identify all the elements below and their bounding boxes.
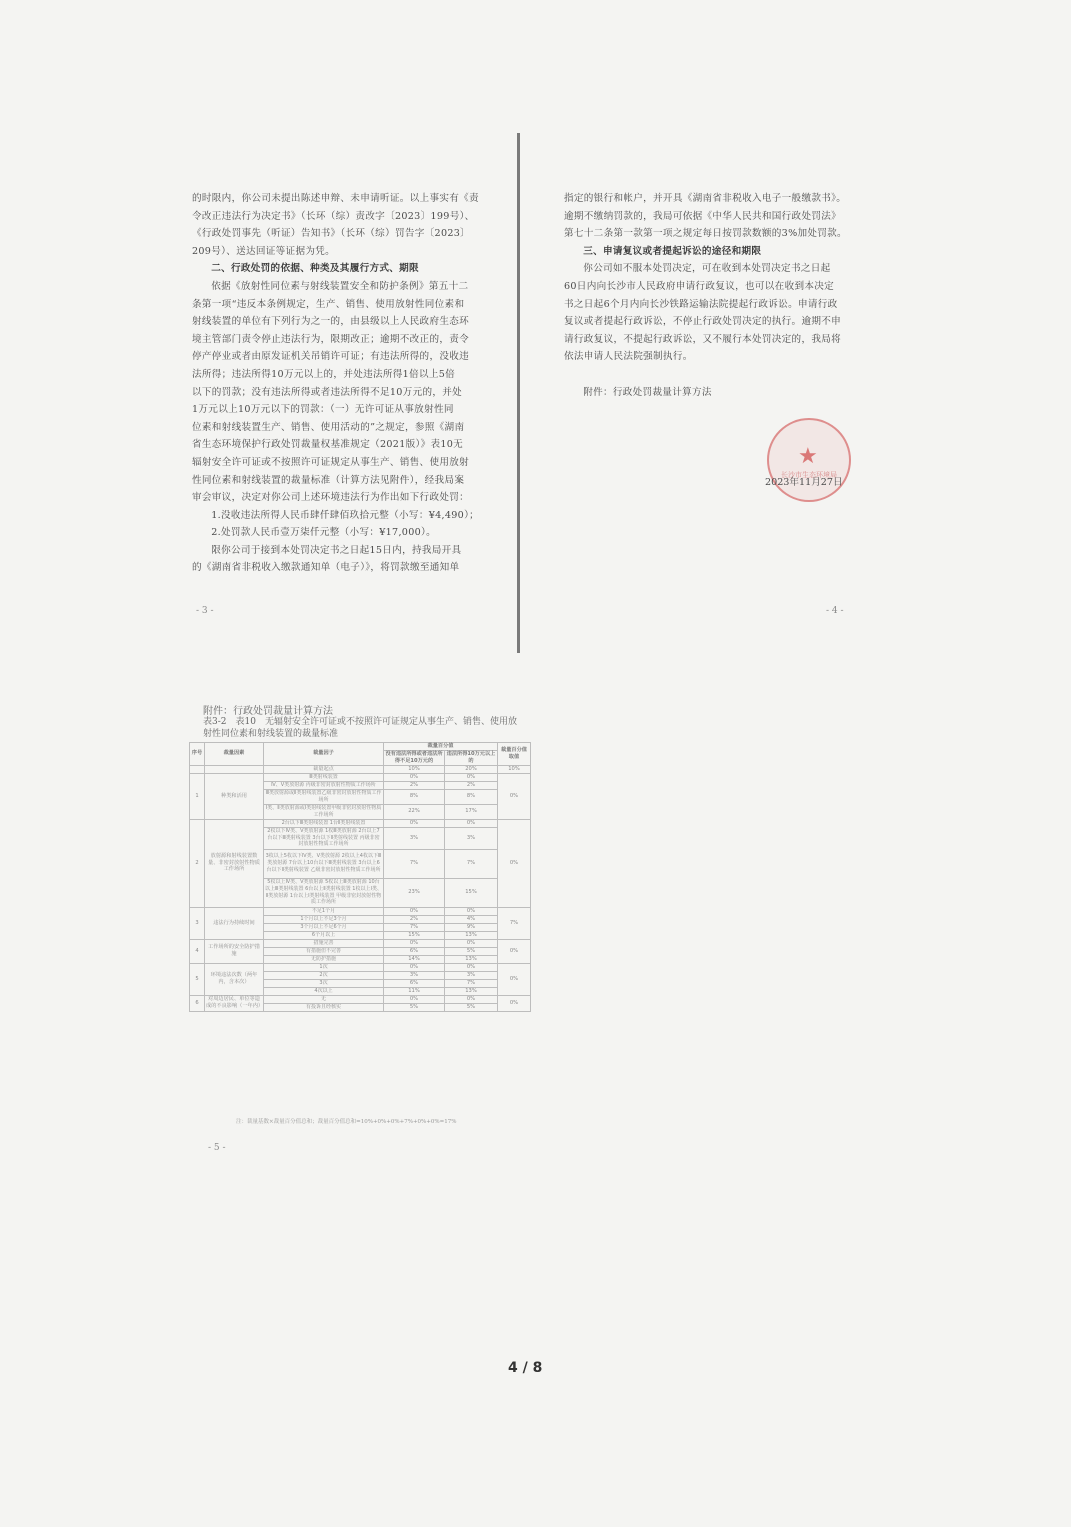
group-name: 对周边居民、单位等造成的不良影响（一年内）: [206, 996, 264, 1010]
factor-cell: 3次: [264, 979, 384, 987]
official-seal: [767, 418, 851, 502]
factor-cell: 有投诉且经核实: [264, 1003, 384, 1011]
left-line: 辐射安全许可证或不按照许可证规定从事生产、销售、使用放射: [192, 456, 470, 468]
factor-cell: Ⅰ类、Ⅱ类放射源或Ⅰ类射线装置甲级非密封放射性物质工作场所: [264, 804, 384, 819]
factor-cell: 措施完善: [264, 939, 384, 947]
left-line: 境主管部门责令停止违法行为，限期改正；逾期不改正的，责令: [192, 333, 470, 345]
value-b: 0%: [445, 995, 498, 1003]
page-divider: [517, 133, 520, 653]
group-name: 环境违法次数（两年内，含本次）: [205, 963, 264, 995]
factor-cell: 5枚以上Ⅳ类、Ⅴ类放射源 5枚以上Ⅲ类放射源 10台以上Ⅲ类射线装置 6台以上Ⅱ类射线装置 1枚以上Ⅰ类、Ⅱ类放射源 1台以上Ⅰ类射线装置 甲级非密封放射性物质工作场所: [265, 879, 382, 906]
group-name: 违法行为持续时间: [205, 907, 264, 939]
value-b: 0%: [445, 963, 498, 971]
value-a: 7%: [384, 923, 445, 931]
value-b: 17%: [445, 804, 498, 819]
factor-cell: 有措施但不完善: [264, 947, 384, 955]
table-row: [190, 995, 531, 1003]
header-factor-group: 裁量因素: [205, 743, 264, 766]
left-line: 限你公司于接到本处罚决定书之日起15日内，持我局开具: [211, 544, 462, 556]
value-a: 0%: [384, 773, 445, 781]
table-row: [190, 963, 531, 971]
value-b: 3%: [445, 827, 498, 849]
value-a: 14%: [384, 955, 445, 963]
left-line: 以下的罚款；没有违法所得或者违法所得不足10万元的，并处: [192, 386, 463, 398]
value-a: 2%: [384, 781, 445, 789]
table-row: [190, 773, 531, 781]
value-a: 6%: [384, 979, 445, 987]
header-col-a: 没有违法所得或者违法所得不足10万元的: [385, 751, 443, 764]
left-line: 209号）、送达回证等证据为凭。: [192, 245, 336, 257]
value-a: 2%: [384, 915, 445, 923]
right-page-text: [564, 190, 864, 401]
group-max: 0%: [498, 995, 531, 1011]
left-line: 法所得；违法所得10万元以上的，并处违法所得1倍以上5倍: [192, 368, 456, 380]
value-b: 9%: [445, 923, 498, 931]
factor-cell: 4次以上: [264, 987, 384, 995]
group-max: 0%: [498, 819, 531, 907]
right-line: 三、申请复议或者提起诉讼的途径和期限: [583, 245, 762, 257]
value-a: 3%: [384, 971, 445, 979]
seal-star-icon: ★: [798, 444, 818, 469]
base-label: 裁量起点: [264, 765, 384, 773]
table-row: [190, 819, 531, 827]
factor-cell: 3枚以上5枚以下Ⅳ类、Ⅴ类放射源 2枚以上4枚以下Ⅲ类放射源 7台以上10台以下Ⅲ类射线装置 3台以上6台以下Ⅱ类射线装置 乙级非密封放射性物质工作场所: [264, 849, 384, 878]
value-b: 0%: [445, 907, 498, 915]
group-max: 0%: [498, 963, 531, 995]
group-no: 2: [190, 819, 205, 907]
right-line: 附件：行政处罚裁量计算方法: [583, 386, 712, 398]
base-row: [190, 765, 531, 773]
left-line: 令改正违法行为决定书》（长环（综）责改字〔2023〕199号）、: [192, 210, 475, 222]
group-no: 1: [190, 773, 205, 819]
header-no: 序号: [190, 743, 205, 766]
value-a: 0%: [384, 995, 445, 1003]
base-max: 10%: [498, 765, 531, 773]
group-no: 4: [190, 939, 205, 963]
left-line: 1万元以上10万元以下的罚款：（一）无许可证从事放射性同: [192, 404, 454, 416]
value-a: 23%: [384, 878, 445, 907]
value-b: 3%: [445, 971, 498, 979]
group-name: 工作场所的安全防护措施: [205, 939, 264, 963]
value-b: 8%: [445, 789, 498, 804]
group-max: 0%: [498, 773, 531, 819]
factor-cell: Ⅲ类射线装置: [264, 773, 384, 781]
value-a: 0%: [384, 963, 445, 971]
left-line: 性同位素和射线装置的裁量标准（计算方法见附件），经我局案: [192, 474, 465, 486]
factor-cell: 2次: [264, 971, 384, 979]
header-factor: 裁量因子: [264, 743, 384, 766]
attachment-page-number: - 5 -: [208, 1143, 226, 1153]
factor-cell: Ⅲ类放射源或Ⅱ类射线装置乙级非密封放射性物质工作场所: [264, 789, 384, 804]
left-line: 依据《放射性同位素与射线装置安全和防护条例》第五十二: [211, 280, 469, 292]
right-line: 你公司如不服本处罚决定，可在收到本处罚决定书之日起: [583, 263, 831, 275]
right-line: 书之日起6个月内向长沙铁路运输法院提起行政诉讼。申请行政: [564, 298, 838, 310]
penalty-table: [189, 742, 531, 1012]
value-a: 15%: [384, 931, 445, 939]
factor-cell: Ⅳ、Ⅴ类放射源 丙级非密封放射性物质工作场所: [264, 781, 384, 789]
value-a: 11%: [384, 987, 445, 995]
group-name: 放射源和射线装置数量、非密封放射性物质工作场所: [205, 819, 264, 907]
right-line: 第七十二条第一款第一项之规定每日按罚款数额的3%加处罚款。: [564, 228, 847, 240]
right-line: 复议或者提起行政诉讼，不停止行政处罚决定的执行。逾期不申: [564, 316, 842, 328]
attachment-title: 附件：行政处罚裁量计算方法: [203, 706, 333, 717]
header-max: 裁量百分值取值: [498, 743, 531, 766]
value-b: 4%: [445, 915, 498, 923]
page-indicator: 4 / 8: [508, 1360, 543, 1376]
value-b: 0%: [445, 939, 498, 947]
table-footnote: 注：裁量基数×裁量百分值总和；裁量百分值总和=10%+0%+0%+7%+0%+0%=17%: [236, 1119, 457, 1125]
left-line: 1.没收违法所得人民币肆仟肆佰玖拾元整（小写：¥4,490）；: [211, 509, 480, 521]
left-line: 位素和射线装置生产、销售、使用活动的”之规定，参照《湖南: [192, 421, 465, 433]
value-b: 5%: [445, 1003, 498, 1011]
value-b: 0%: [445, 773, 498, 781]
left-line: 射线装置的单位有下列行为之一的，由县级以上人民政府生态环: [192, 316, 470, 328]
factor-cell: 无: [264, 995, 384, 1003]
right-line: 请行政复议，不提起行政诉讼，又不履行本处罚决定的，我局将: [564, 333, 842, 345]
group-name: 种类和活用: [205, 773, 264, 819]
header-col-b: 违法所得10万元以上的: [445, 751, 498, 766]
value-b: 7%: [445, 979, 498, 987]
group-no: 6: [190, 995, 205, 1011]
value-b: 13%: [445, 987, 498, 995]
factor-cell: 1次: [264, 963, 384, 971]
right-line: 逾期不缴纳罚款的，我局可依据《中华人民共和国行政处罚法》: [564, 210, 842, 222]
factor-cell: 不足1个月: [264, 907, 384, 915]
value-a: 0%: [384, 819, 445, 827]
table-row: [190, 939, 531, 947]
value-a: 6%: [384, 947, 445, 955]
seal-text: 长沙市生态环境局: [781, 471, 837, 479]
left-page-number: - 3 -: [196, 606, 214, 616]
factor-cell: 6个月以上: [264, 931, 384, 939]
left-line: 条第一项“违反本条例规定，生产、销售、使用放射性同位素和: [192, 298, 465, 310]
value-b: 7%: [445, 849, 498, 878]
table-row: [190, 907, 531, 915]
left-page-text: [192, 190, 480, 577]
header-percent-group: 裁量百分值: [384, 743, 498, 751]
left-line: 审会审议，决定对你公司上述环境违法行为作出如下行政处罚：: [192, 492, 470, 504]
base-a: 10%: [384, 765, 445, 773]
right-line: [564, 366, 864, 384]
value-a: 8%: [384, 789, 445, 804]
left-line: 二、行政处罚的依据、种类及其履行方式、期限: [211, 263, 419, 275]
group-no: 5: [190, 963, 205, 995]
left-line: 省生态环境保护行政处罚裁量权基准规定（2021版）》表10无: [192, 439, 464, 451]
right-page-number: - 4 -: [826, 606, 844, 616]
left-line: 的《湖南省非税收入缴款通知单（电子）》，将罚款缴至通知单: [192, 562, 460, 574]
value-a: 7%: [384, 849, 445, 878]
value-a: 0%: [384, 939, 445, 947]
right-line: 60日内向长沙市人民政府申请行政复议，也可以在收到本决定: [564, 280, 835, 292]
value-a: 5%: [384, 1003, 445, 1011]
group-no: 3: [190, 907, 205, 939]
left-line: 2.处罚款人民币壹万柒仟元整（小写：¥17,000）。: [211, 527, 437, 539]
factor-cell: 无防护措施: [264, 955, 384, 963]
left-line: 《行政处罚事先（听证）告知书》（长环（综）罚告字〔2023〕: [192, 228, 471, 240]
factor-cell: 1个月以上不足3个月: [264, 915, 384, 923]
group-max: 0%: [498, 939, 531, 963]
right-line: 指定的银行和帐户，并开具《湖南省非税收入电子一般缴款书》。: [564, 193, 847, 204]
left-line: 的时限内，你公司未提出陈述申辩、未申请听证。以上事实有《责: [192, 193, 479, 204]
base-b: 20%: [445, 765, 498, 773]
factor-cell: 2枚以下Ⅳ类、Ⅴ类放射源 1枚Ⅲ类放射源 2台以上7台以下Ⅲ类射线装置 3台以下Ⅱ类射线装置 丙级非密封放射性物质工作场所: [264, 827, 384, 849]
value-a: 3%: [384, 827, 445, 849]
value-b: 2%: [445, 781, 498, 789]
value-a: 0%: [384, 907, 445, 915]
right-line: 依法申请人民法院强制执行。: [564, 351, 693, 363]
value-b: 13%: [445, 955, 498, 963]
signature-date: 2023年11月27日: [765, 477, 843, 488]
table-title: 表3-2 表10 无辐射安全许可证或不按照许可证规定从事生产、销售、使用放射性同位素和射线装置的裁量标准: [203, 717, 517, 739]
group-max: 7%: [498, 907, 531, 939]
value-b: 0%: [445, 819, 498, 827]
factor-cell: 2台以下Ⅲ类射线装置 1台Ⅱ类射线装置: [264, 819, 384, 827]
factor-cell: 3个月以上不足6个月: [264, 923, 384, 931]
value-b: 5%: [445, 947, 498, 955]
left-line: 停产停业或者由原发证机关吊销许可证；有违法所得的，没收违: [192, 351, 470, 363]
value-b: 13%: [445, 931, 498, 939]
value-a: 22%: [384, 804, 445, 819]
value-b: 15%: [445, 878, 498, 907]
